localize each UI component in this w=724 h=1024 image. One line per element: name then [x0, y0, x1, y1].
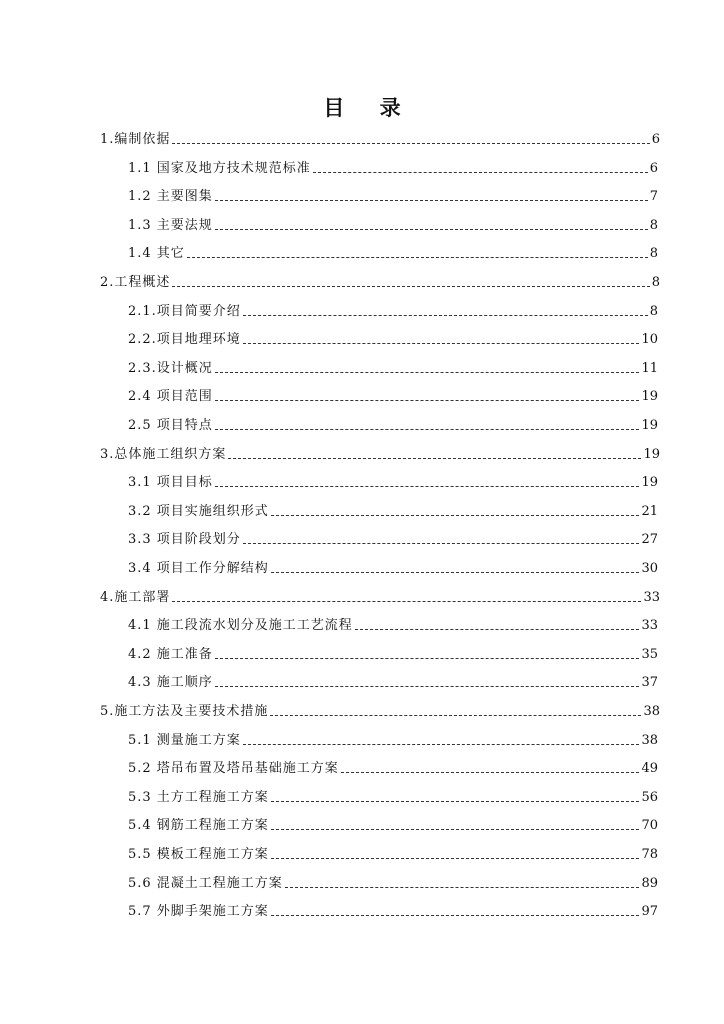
toc-entry-page-number: 8 [649, 246, 658, 262]
toc-entry-label: 2.5 项目特点 [128, 418, 213, 433]
toc-entry-page-number: 19 [641, 418, 658, 433]
toc-entry[interactable] [128, 673, 658, 693]
toc-entry-label: 3.总体施工组织方案 [100, 446, 227, 462]
toc-entry[interactable] [128, 502, 658, 522]
toc-dot-leader [271, 800, 640, 802]
toc-entry-label: 3.1 项目目标 [128, 475, 213, 491]
toc-dot-leader [215, 428, 640, 430]
toc-dot-leader [215, 228, 648, 230]
toc-entry-label: 1.4 其它 [128, 246, 185, 262]
toc-entry-page-number: 21 [641, 503, 658, 519]
toc-dot-leader [172, 285, 649, 287]
toc-dot-leader [243, 342, 640, 344]
toc-dot-leader [215, 685, 640, 687]
toc-entry[interactable] [128, 330, 658, 350]
toc-entry-page-number: 56 [641, 789, 658, 805]
toc-entry-page-number: 49 [641, 761, 658, 777]
toc-entry[interactable] [128, 302, 658, 322]
toc-entry-label: 3.2 项目实施组织形式 [128, 503, 269, 519]
toc-entry-page-number: 35 [641, 646, 658, 662]
toc-dot-leader [285, 886, 640, 888]
toc-dot-leader [243, 542, 640, 544]
toc-entry-label: 5.施工方法及主要技术措施 [100, 704, 269, 719]
toc-entry-label: 2.2.项目地理环境 [128, 332, 241, 348]
toc-entry[interactable] [128, 845, 658, 865]
toc-entry[interactable] [128, 187, 658, 207]
toc-entry-label: 4.2 施工准备 [128, 646, 213, 662]
toc-entry[interactable] [128, 645, 658, 665]
toc-entry-label: 5.7 外脚手架施工方案 [128, 904, 269, 920]
toc-entry[interactable] [128, 759, 658, 779]
toc-entry-label: 4.1 施工段流水划分及施工工艺流程 [128, 618, 353, 634]
toc-entry-page-number: 8 [651, 275, 660, 290]
toc-entry[interactable] [128, 159, 658, 179]
toc-entry-page-number: 8 [649, 217, 658, 233]
toc-entry[interactable] [128, 816, 658, 836]
toc-entry-page-number: 8 [649, 303, 658, 319]
toc-entry-page-number: 97 [641, 904, 658, 920]
toc-entry-page-number: 33 [641, 618, 658, 634]
toc-entry-label: 5.6 混凝土工程施工方案 [128, 875, 283, 891]
toc-entry-label: 1.2 主要图集 [128, 189, 213, 205]
toc-dot-leader [215, 199, 648, 201]
toc-entry[interactable] [128, 874, 658, 894]
toc-entry-page-number: 6 [651, 132, 660, 147]
toc-entry-page-number: 38 [643, 704, 660, 719]
toc-dot-leader [355, 628, 640, 630]
toc-dot-leader [341, 771, 640, 773]
toc-dot-leader [271, 514, 640, 516]
toc-entry[interactable] [128, 902, 658, 922]
toc-entry[interactable] [128, 244, 658, 264]
toc-entry-label: 5.1 测量施工方案 [128, 732, 241, 748]
toc-dot-leader [172, 600, 641, 602]
toc-entry[interactable] [128, 359, 658, 379]
toc-dot-leader [187, 256, 648, 258]
toc-entry[interactable] [128, 731, 658, 751]
toc-entry-label: 5.2 塔吊布置及塔吊基础施工方案 [128, 761, 339, 777]
toc-dot-leader [271, 571, 640, 573]
toc-entry[interactable] [100, 130, 660, 150]
toc-entry[interactable] [128, 416, 658, 436]
toc-title: 目 录 [323, 95, 415, 120]
toc-entry-page-number: 70 [641, 818, 658, 834]
toc-entry[interactable] [128, 616, 658, 636]
toc-entry-page-number: 37 [641, 675, 658, 691]
toc-entry[interactable] [128, 788, 658, 808]
toc-entry-label: 2.工程概述 [100, 275, 171, 290]
toc-entry-label: 2.4 项目范围 [128, 389, 213, 405]
toc-entry-page-number: 6 [649, 160, 658, 176]
toc-entry[interactable] [128, 530, 658, 550]
toc-entry-label: 4.3 施工顺序 [128, 675, 213, 691]
toc-entry[interactable] [100, 445, 660, 465]
toc-entry-label: 4.施工部署 [100, 589, 171, 605]
toc-entry-page-number: 38 [641, 732, 658, 748]
toc-entry-page-number: 27 [641, 532, 658, 548]
toc-dot-leader [271, 914, 640, 916]
toc-entry[interactable] [128, 559, 658, 579]
toc-entry[interactable] [100, 273, 660, 293]
toc-dot-leader [271, 828, 640, 830]
toc-entry-label: 1.1 国家及地方技术规范标准 [128, 160, 311, 176]
toc-entry[interactable] [100, 588, 660, 608]
toc-entry[interactable] [100, 702, 660, 722]
toc-entry-label: 3.4 项目工作分解结构 [128, 561, 269, 576]
toc-entry-label: 5.3 土方工程施工方案 [128, 789, 269, 805]
toc-entry-page-number: 19 [641, 389, 658, 405]
toc-entry-label: 5.5 模板工程施工方案 [128, 847, 269, 862]
toc-entry[interactable] [128, 387, 658, 407]
toc-entry-label: 2.1.项目简要介绍 [128, 303, 241, 319]
toc-dot-leader [243, 314, 648, 316]
toc-entry-label: 1.3 主要法规 [128, 217, 213, 233]
toc-entry-page-number: 33 [643, 589, 660, 605]
toc-dot-leader [215, 657, 640, 659]
toc-entry-label: 2.3.设计概况 [128, 360, 213, 376]
toc-entry-label: 3.3 项目阶段划分 [128, 532, 241, 548]
toc-entry[interactable] [128, 216, 658, 236]
toc-dot-leader [172, 142, 649, 144]
toc-dot-leader [270, 714, 641, 716]
toc-entry-page-number: 19 [641, 475, 658, 491]
toc-entry-page-number: 89 [641, 875, 658, 891]
toc-dot-leader [215, 371, 640, 373]
toc-dot-leader [271, 857, 640, 859]
toc-entry-page-number: 78 [641, 847, 658, 862]
toc-dot-leader [215, 485, 640, 487]
toc-entry-label: 1.编制依据 [100, 132, 171, 147]
toc-dot-leader [215, 399, 640, 401]
toc-entry-page-number: 10 [641, 332, 658, 348]
toc-entry-page-number: 11 [641, 360, 658, 376]
toc-entry-page-number: 7 [649, 189, 658, 205]
toc-entry[interactable] [128, 473, 658, 493]
toc-entry-page-number: 19 [643, 446, 660, 462]
toc-dot-leader [313, 171, 648, 173]
toc-entry-page-number: 30 [641, 561, 658, 576]
toc-dot-leader [243, 743, 640, 745]
toc-dot-leader [228, 457, 641, 459]
toc-entry-label: 5.4 钢筋工程施工方案 [128, 818, 269, 834]
